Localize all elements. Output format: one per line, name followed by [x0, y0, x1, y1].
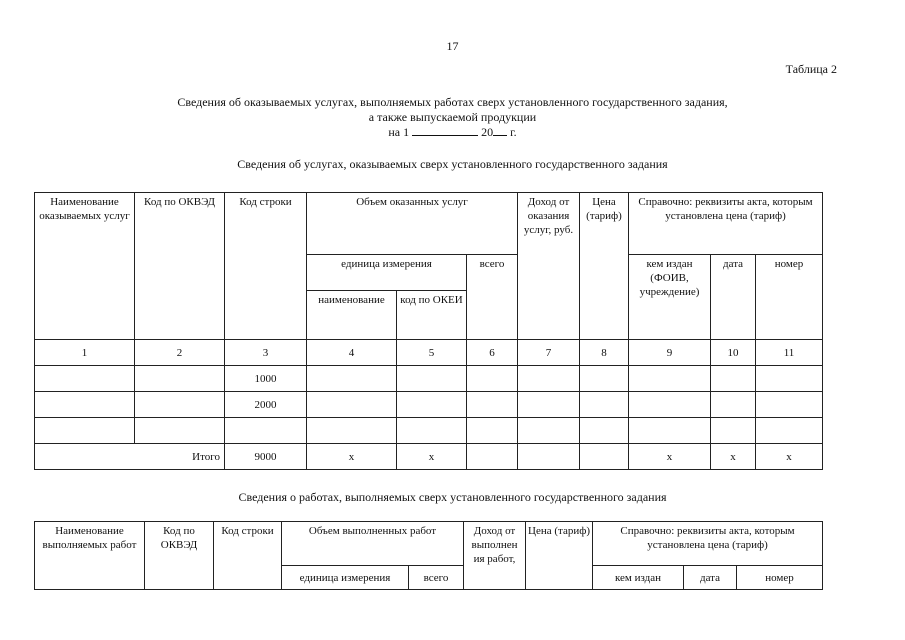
total-unit-name: x	[307, 444, 397, 470]
date-day-month-blank	[412, 125, 478, 136]
header-reference: Справочно: реквизиты акта, которым установлена цена (тариф)	[629, 193, 823, 255]
date-year-blank	[493, 125, 507, 136]
works-table	[34, 521, 823, 590]
cell-row-code: 1000	[225, 366, 307, 392]
cell	[467, 418, 518, 444]
total-number: x	[756, 444, 823, 470]
date-suffix: г.	[510, 125, 517, 139]
cell	[397, 392, 467, 418]
cell	[307, 418, 397, 444]
works-header-number: номер	[737, 566, 823, 590]
cell-row-code: 2000	[225, 392, 307, 418]
header-number: номер	[756, 255, 823, 340]
cell	[397, 366, 467, 392]
cell	[580, 366, 629, 392]
column-number: 9	[629, 340, 711, 366]
column-number: 8	[580, 340, 629, 366]
column-number: 7	[518, 340, 580, 366]
total-label: Итого	[35, 444, 225, 470]
header-issued-by: кем издан (ФОИВ, учреждение)	[629, 255, 711, 340]
column-number: 6	[467, 340, 518, 366]
title-date-line	[0, 125, 905, 140]
document-title	[0, 95, 905, 140]
cell	[467, 392, 518, 418]
column-number: 10	[711, 340, 756, 366]
cell-row-code	[225, 418, 307, 444]
table-row	[35, 366, 823, 392]
cell	[307, 366, 397, 392]
cell	[711, 418, 756, 444]
title-line-2: а также выпускаемой продукции	[368, 110, 537, 124]
column-number: 5	[397, 340, 467, 366]
cell	[580, 444, 629, 470]
cell	[518, 392, 580, 418]
services-subtitle: Сведения об услугах, оказываемых сверх установленного государственного задания	[237, 157, 668, 171]
works-header-reference: Справочно: реквизиты акта, которым установлена цена (тариф)	[593, 522, 823, 566]
table-row	[35, 418, 823, 444]
cell	[580, 392, 629, 418]
header-unit: единица измерения	[307, 255, 467, 291]
cell-name	[35, 366, 135, 392]
column-number: 3	[225, 340, 307, 366]
header-date: дата	[711, 255, 756, 340]
total-issued-by: x	[629, 444, 711, 470]
works-header-price: Цена (тариф)	[526, 522, 593, 590]
services-table	[34, 192, 823, 470]
cell	[467, 444, 518, 470]
header-unit-okei: код по ОКЕИ	[397, 291, 467, 340]
table-label: Таблица 2	[785, 62, 837, 76]
cell	[518, 418, 580, 444]
column-number-row	[35, 340, 823, 366]
cell-okved	[135, 418, 225, 444]
header-service-name: Наименование оказываемых услуг	[35, 193, 135, 340]
cell	[580, 418, 629, 444]
total-unit-okei: x	[397, 444, 467, 470]
works-header-income: Доход от выполнен ия работ,	[464, 522, 526, 590]
column-number: 4	[307, 340, 397, 366]
column-number: 11	[756, 340, 823, 366]
header-total: всего	[467, 255, 518, 340]
works-header-unit: единица измерения	[282, 566, 409, 590]
total-date: x	[711, 444, 756, 470]
total-row-code: 9000	[225, 444, 307, 470]
cell-okved	[135, 392, 225, 418]
header-price: Цена (тариф)	[580, 193, 629, 340]
date-year: 20	[481, 125, 494, 139]
cell	[756, 418, 823, 444]
page-number: 17	[446, 39, 459, 53]
works-header-volume: Объем выполненных работ	[282, 522, 464, 566]
column-number: 1	[35, 340, 135, 366]
cell	[518, 366, 580, 392]
cell-name	[35, 418, 135, 444]
title-line-1: Сведения об оказываемых услугах, выполняемых работах сверх установленного государственного задания,	[177, 95, 728, 109]
works-subtitle: Сведения о работах, выполняемых сверх установленного государственного задания	[238, 490, 667, 504]
header-unit-name: наименование	[307, 291, 397, 340]
works-header-row-code: Код строки	[214, 522, 282, 590]
cell	[756, 392, 823, 418]
cell	[307, 392, 397, 418]
cell	[629, 418, 711, 444]
works-header-okved: Код по ОКВЭД	[145, 522, 214, 590]
cell	[629, 366, 711, 392]
cell	[756, 366, 823, 392]
cell-okved	[135, 366, 225, 392]
header-okved: Код по ОКВЭД	[135, 193, 225, 340]
date-prefix: на 1	[388, 125, 410, 139]
cell	[711, 392, 756, 418]
cell	[711, 366, 756, 392]
works-header-name: Наименование выполняемых работ	[35, 522, 145, 590]
cell	[518, 444, 580, 470]
header-income: Доход от оказания услуг, руб.	[518, 193, 580, 340]
works-header-issued-by: кем издан	[593, 566, 684, 590]
total-row	[35, 444, 823, 470]
works-header-total: всего	[409, 566, 464, 590]
cell-name	[35, 392, 135, 418]
header-volume: Объем оказанных услуг	[307, 193, 518, 255]
table-row	[35, 392, 823, 418]
column-number: 2	[135, 340, 225, 366]
cell	[467, 366, 518, 392]
header-row-code: Код строки	[225, 193, 307, 340]
cell	[397, 418, 467, 444]
works-header-date: дата	[684, 566, 737, 590]
cell	[629, 392, 711, 418]
